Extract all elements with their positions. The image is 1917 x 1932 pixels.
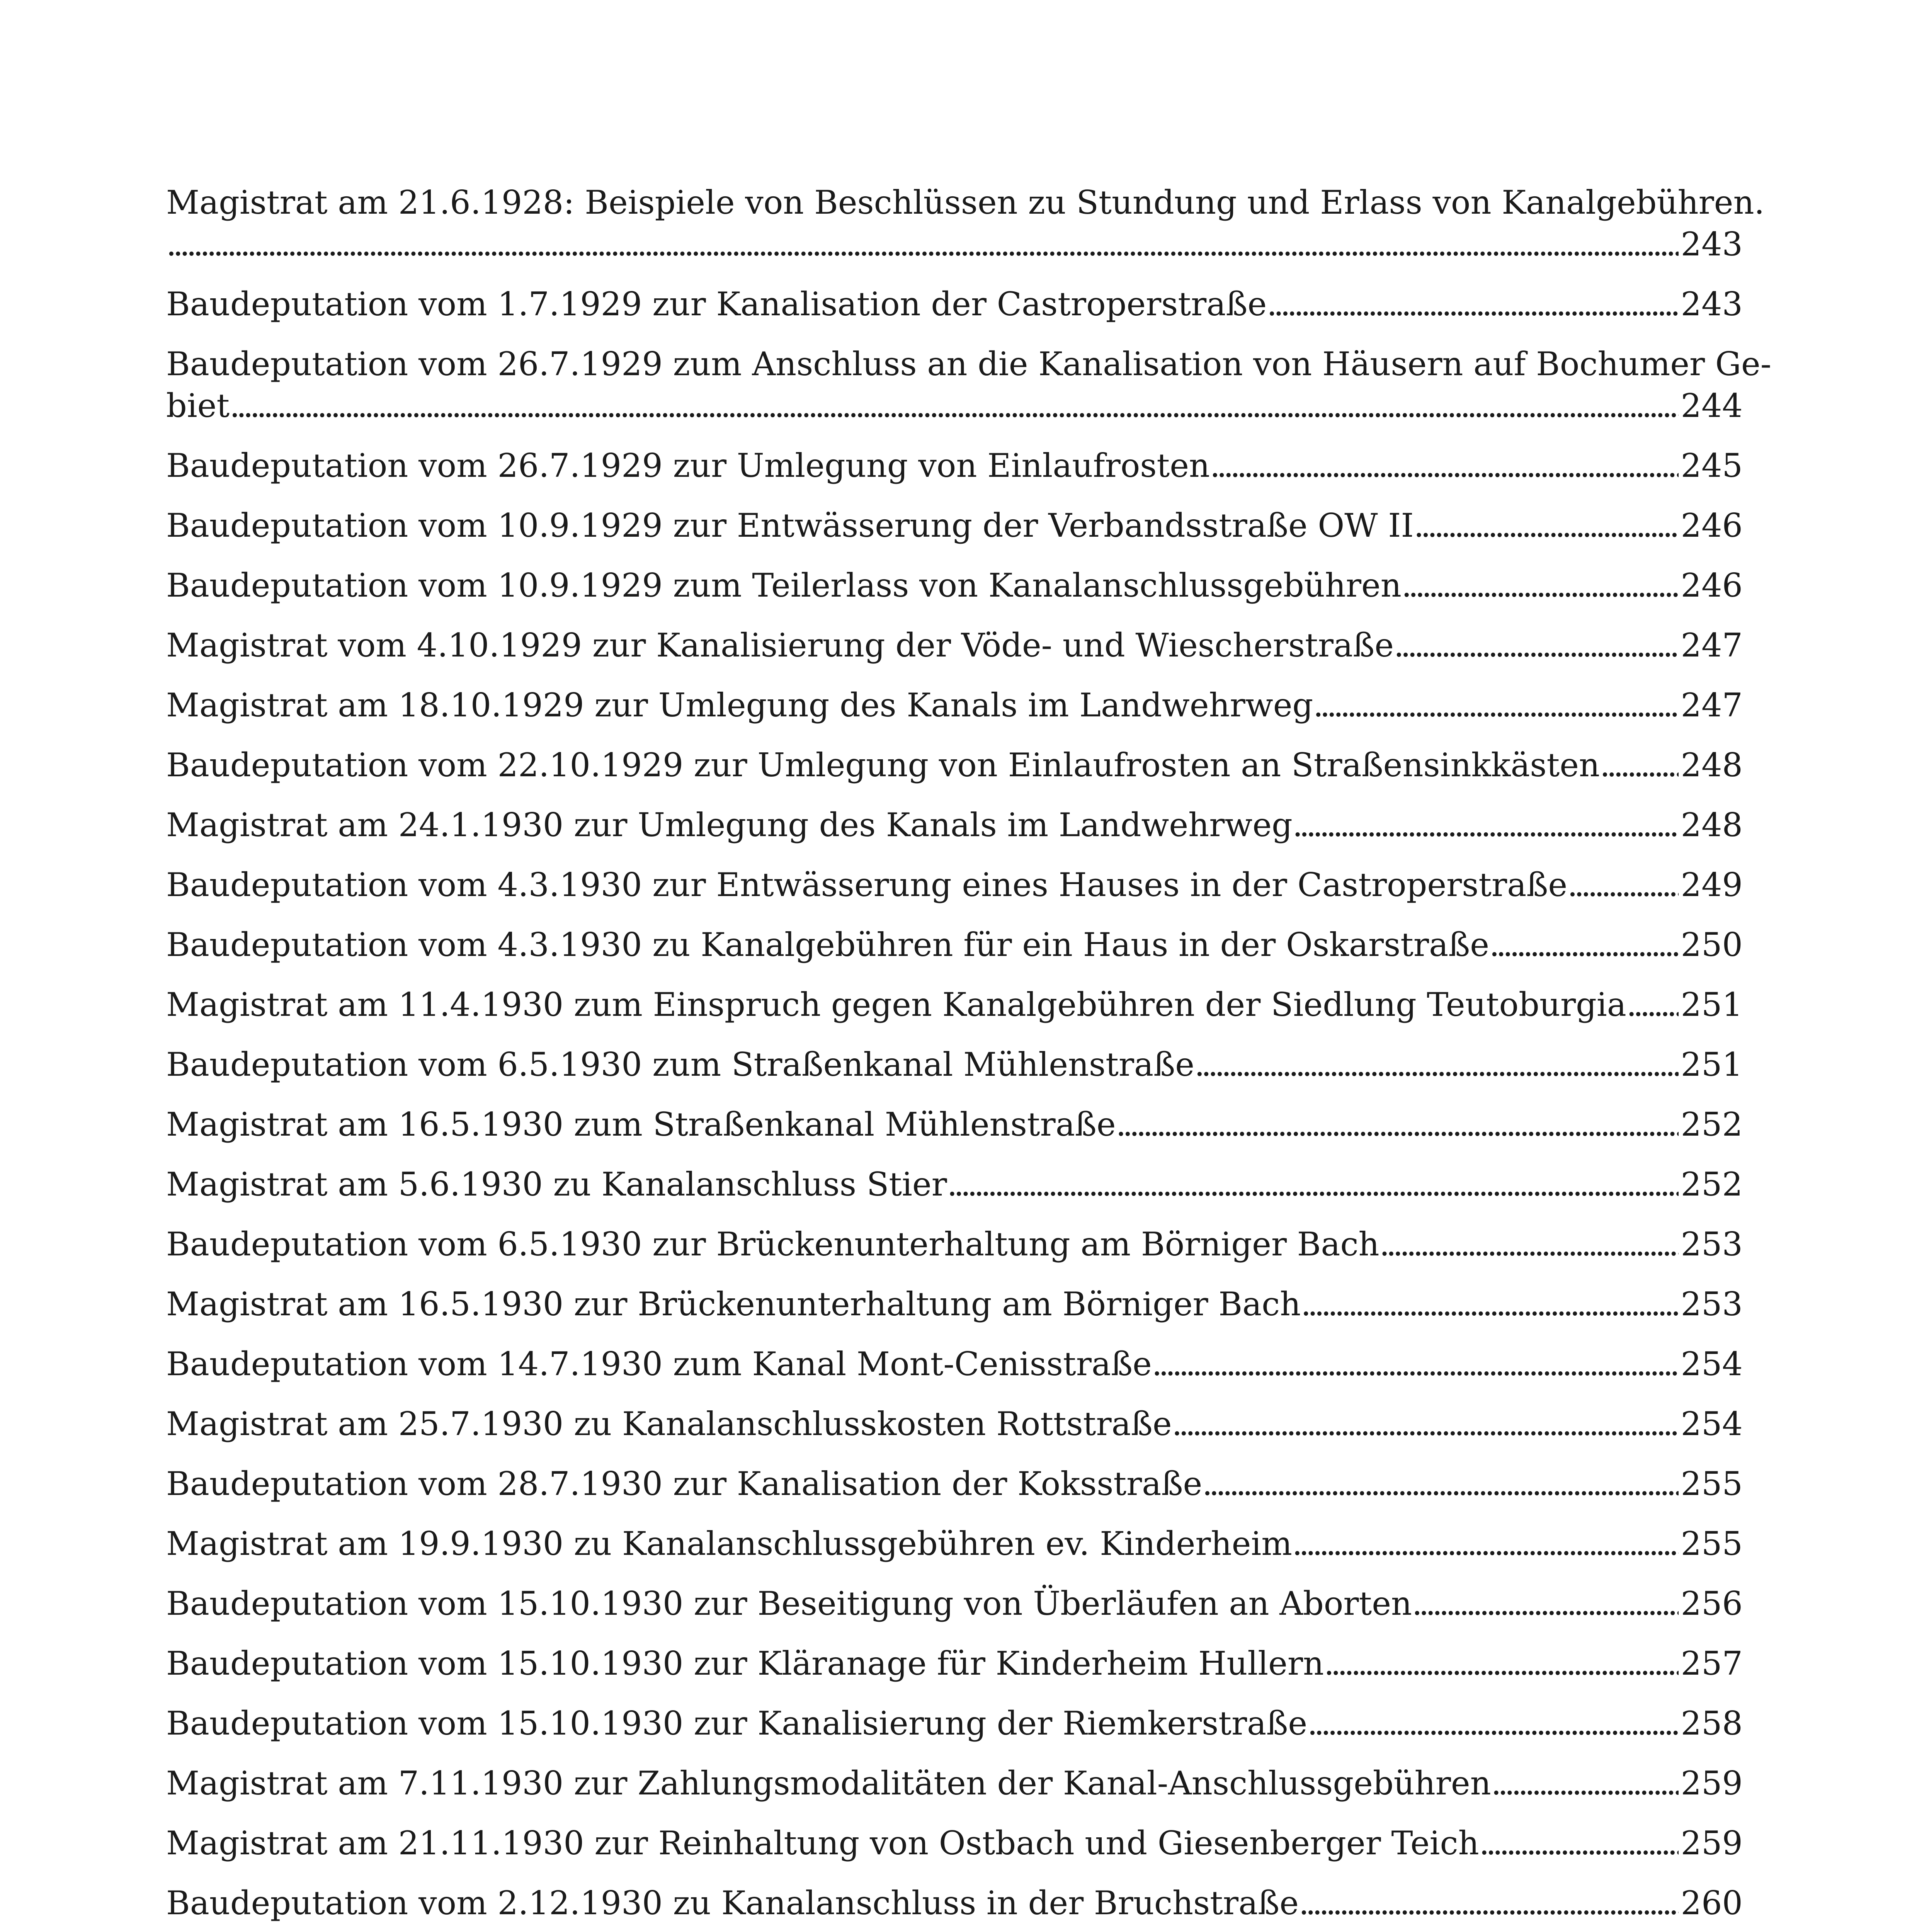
dot-leader xyxy=(947,1163,1679,1205)
toc-entry-title: Baudeputation vom 2.12.1930 zu Kanalanschluss in der Bruchstraße xyxy=(166,1884,1299,1922)
toc-entry-title: Baudeputation vom 22.10.1929 zur Umlegung von Einlaufrosten an Straßensinkkästen xyxy=(166,746,1600,784)
toc-entry-title: Baudeputation vom 10.9.1929 zum Teilerlass von Kanalanschlussgebühren xyxy=(166,566,1402,604)
toc-entry-title: Baudeputation vom 1.7.1929 zur Kanalisation der Castroperstraße xyxy=(166,285,1267,323)
dot-leader xyxy=(1414,505,1679,546)
toc-page-number: 255 xyxy=(1681,1465,1743,1503)
toc-page-number: 248 xyxy=(1681,806,1743,844)
toc-entry[interactable] xyxy=(166,624,1743,666)
dot-leader xyxy=(1267,283,1678,325)
dot-leader xyxy=(1301,1283,1678,1325)
toc-page-number: 254 xyxy=(1681,1345,1743,1383)
toc-entry-title: Magistrat am 11.4.1930 zum Einspruch gegen Kanalgebühren der Siedlung Teutoburgia xyxy=(166,986,1626,1024)
dot-leader xyxy=(1394,624,1679,666)
toc-entry-title: Baudeputation vom 26.7.1929 zur Umlegung von Einlaufrosten xyxy=(166,447,1210,485)
toc-page-number: 250 xyxy=(1681,926,1743,964)
toc-entry-title: Baudeputation vom 15.10.1930 zur Kanalisierung der Riemkerstraße xyxy=(166,1704,1308,1742)
toc-entry[interactable] xyxy=(166,804,1743,846)
dot-leader xyxy=(1489,924,1679,966)
dot-leader xyxy=(1152,1343,1679,1385)
toc-entry[interactable] xyxy=(166,445,1743,486)
toc-page-number: 253 xyxy=(1681,1285,1743,1323)
toc-entry[interactable] xyxy=(166,864,1743,906)
toc-entry[interactable] xyxy=(166,1822,1743,1864)
toc-entry[interactable] xyxy=(166,1643,1743,1684)
dot-leader xyxy=(1194,1044,1679,1085)
toc-entry[interactable] xyxy=(166,1044,1743,1085)
dot-leader xyxy=(1479,1822,1679,1864)
dot-leader xyxy=(1116,1104,1679,1145)
toc-entry[interactable] xyxy=(166,343,1772,427)
toc-entry-title: Baudeputation vom 6.5.1930 zur Brückenunterhaltung am Börniger Bach xyxy=(166,1225,1379,1263)
toc-entry[interactable] xyxy=(166,505,1743,546)
toc-page-number: 245 xyxy=(1681,447,1743,485)
toc-entry[interactable] xyxy=(166,744,1743,786)
dot-leader xyxy=(1567,864,1679,906)
toc-entry-title: Magistrat am 18.10.1929 zur Umlegung des Kanals im Landwehrweg xyxy=(166,686,1313,724)
dot-leader xyxy=(1402,565,1679,606)
toc-page-number: 243 xyxy=(1681,225,1743,263)
toc-page-number: 251 xyxy=(1681,986,1743,1024)
toc-entry[interactable] xyxy=(166,565,1743,606)
dot-leader xyxy=(1324,1643,1679,1684)
dot-leader xyxy=(1600,744,1679,786)
toc-entry-title: Baudeputation vom 4.3.1930 zu Kanalgebühren für ein Haus in der Oskarstraße xyxy=(166,926,1489,964)
toc-entry[interactable] xyxy=(166,1523,1743,1565)
toc-entry-title: Magistrat vom 4.10.1929 zur Kanalisierung der Vöde- und Wiescherstraße xyxy=(166,626,1394,664)
toc-entry[interactable] xyxy=(166,1104,1743,1145)
toc-entry[interactable] xyxy=(166,1283,1743,1325)
toc-entry[interactable] xyxy=(166,684,1743,726)
toc-entry-title: Magistrat am 25.7.1930 zu Kanalanschlusskosten Rottstraße xyxy=(166,1405,1172,1443)
toc-entry-title: Magistrat am 21.6.1928: Beispiele von Beschlüssen zu Stundung und Erlass von Kanalgebühren. xyxy=(166,184,1765,221)
toc-entry[interactable] xyxy=(166,984,1743,1026)
dot-leader xyxy=(1626,984,1679,1026)
dot-leader xyxy=(1313,684,1678,726)
dot-leader xyxy=(230,385,1679,427)
toc-entry[interactable] xyxy=(166,283,1743,325)
toc-page-number: 246 xyxy=(1681,566,1743,604)
toc-entry[interactable] xyxy=(166,1702,1743,1744)
toc-entry[interactable] xyxy=(166,1882,1743,1924)
toc-page-number: 247 xyxy=(1681,686,1743,724)
toc-entry-title: Baudeputation vom 14.7.1930 zum Kanal Mont-Cenisstraße xyxy=(166,1345,1152,1383)
dot-leader xyxy=(166,223,1679,265)
toc-page-number: 252 xyxy=(1681,1165,1743,1203)
toc-entry[interactable] xyxy=(166,1163,1743,1205)
toc-entry[interactable] xyxy=(166,1403,1743,1445)
toc-entry-title: Magistrat am 16.5.1930 zur Brückenunterhaltung am Börniger Bach xyxy=(166,1285,1301,1323)
toc-entry[interactable] xyxy=(166,1223,1743,1265)
toc-page-number: 246 xyxy=(1681,507,1743,544)
toc-page-number: 251 xyxy=(1681,1046,1743,1083)
toc-page-number: 257 xyxy=(1681,1645,1743,1682)
toc-entry-title: Baudeputation vom 26.7.1929 zum Anschluss an die Kanalisation von Häusern auf Bochumer Ge- xyxy=(166,345,1772,383)
toc-entry-title: Baudeputation vom 4.3.1930 zur Entwässerung eines Hauses in der Castroperstraße xyxy=(166,866,1568,904)
toc-entry[interactable] xyxy=(166,182,1765,265)
toc-page-number: 249 xyxy=(1681,866,1743,904)
toc-page-number: 254 xyxy=(1681,1405,1743,1443)
toc-entry[interactable] xyxy=(166,1762,1743,1804)
toc-entry[interactable] xyxy=(166,1463,1743,1505)
dot-leader xyxy=(1491,1762,1679,1804)
toc-page-number: 255 xyxy=(1681,1525,1743,1563)
toc-page-number: 247 xyxy=(1681,626,1743,664)
toc-entry-title: Baudeputation vom 10.9.1929 zur Entwässerung der Verbandsstraße OW II xyxy=(166,507,1414,544)
toc-entry-title: Magistrat am 19.9.1930 zu Kanalanschlussgebühren ev. Kinderheim xyxy=(166,1525,1292,1563)
toc-page-number: 258 xyxy=(1681,1704,1743,1742)
toc-entry[interactable] xyxy=(166,924,1743,966)
toc-entry[interactable] xyxy=(166,1583,1743,1624)
toc-entry-title: Baudeputation vom 28.7.1930 zur Kanalisation der Koksstraße xyxy=(166,1465,1203,1503)
toc-page-number: 248 xyxy=(1681,746,1743,784)
dot-leader xyxy=(1292,1523,1679,1565)
toc-entry-title: Baudeputation vom 6.5.1930 zum Straßenkanal Mühlenstraße xyxy=(166,1046,1194,1083)
dot-leader xyxy=(1299,1882,1679,1924)
dot-leader xyxy=(1172,1403,1679,1445)
toc-entry-title: Magistrat am 5.6.1930 zu Kanalanschluss Stier xyxy=(166,1165,947,1203)
dot-leader xyxy=(1412,1583,1679,1624)
toc-entry[interactable] xyxy=(166,1343,1743,1385)
dot-leader xyxy=(1379,1223,1679,1265)
toc-page-number: 252 xyxy=(1681,1105,1743,1143)
toc-entry-title: Magistrat am 16.5.1930 zum Straßenkanal Mühlenstraße xyxy=(166,1105,1116,1143)
toc-page-number: 260 xyxy=(1681,1884,1743,1922)
toc-page-number: 259 xyxy=(1681,1824,1743,1862)
toc-entry-title: Magistrat am 7.11.1930 zur Zahlungsmodalitäten der Kanal-Anschlussgebühren xyxy=(166,1764,1491,1802)
toc-entry-title-continued: biet xyxy=(166,387,230,425)
table-of-contents xyxy=(166,182,1772,1932)
toc-entry-title: Baudeputation vom 15.10.1930 zur Beseitigung von Überläufen an Aborten xyxy=(166,1585,1412,1622)
toc-entry-title: Baudeputation vom 15.10.1930 zur Kläranage für Kinderheim Hullern xyxy=(166,1645,1324,1682)
toc-page-number: 244 xyxy=(1681,387,1743,425)
toc-page-number: 243 xyxy=(1681,285,1743,323)
dot-leader xyxy=(1202,1463,1679,1505)
toc-page-number: 253 xyxy=(1681,1225,1743,1263)
toc-entry-title: Magistrat am 24.1.1930 zur Umlegung des Kanals im Landwehrweg xyxy=(166,806,1293,844)
toc-page-number: 259 xyxy=(1681,1764,1743,1802)
toc-entry-title: Magistrat am 21.11.1930 zur Reinhaltung von Ostbach und Giesenberger Teich xyxy=(166,1824,1479,1862)
toc-page-number: 256 xyxy=(1681,1585,1743,1622)
dot-leader xyxy=(1307,1702,1679,1744)
dot-leader xyxy=(1210,445,1679,486)
dot-leader xyxy=(1293,804,1679,846)
